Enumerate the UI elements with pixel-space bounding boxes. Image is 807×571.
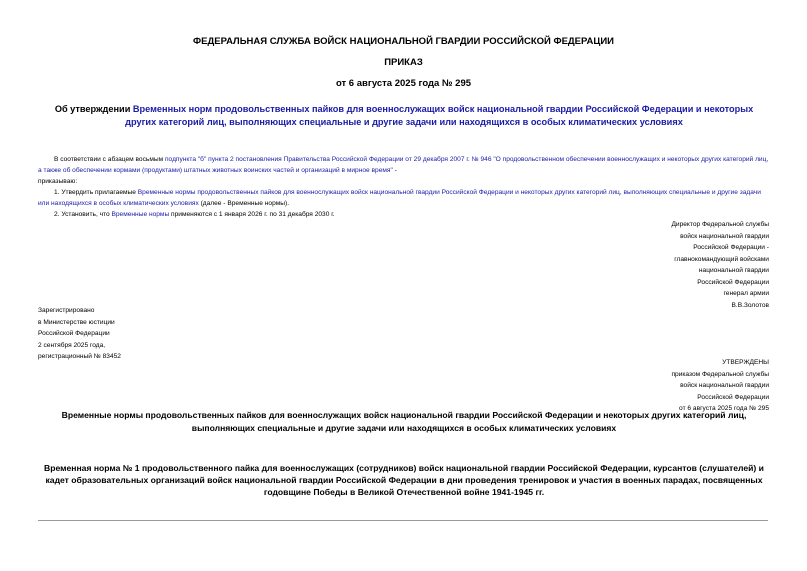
p3-prefix: 1. Утвердить прилагаемые xyxy=(54,189,138,196)
signature-line: национальной гвардии xyxy=(698,267,769,274)
signature-line: генерал армии xyxy=(723,290,769,297)
p4-prefix: 2. Установить, что xyxy=(54,211,112,218)
signature-block xyxy=(509,219,769,311)
signature-line: Российской Федерации - xyxy=(693,244,769,251)
approved-block xyxy=(509,357,769,415)
approved-line: войск национальной гвардии xyxy=(680,382,769,389)
paragraph-order: приказываю: xyxy=(38,178,78,185)
approved-line: приказом Федеральной службы xyxy=(671,370,769,378)
decree-946-link[interactable]: подпункта "б" пункта 2 постановления Правительства Российской Федерации от 29 декабря 2007 г. № 946 "О продовольственном обеспечении военнослужащих и некоторых других категорий лиц, а также об обеспечении кормами (продуктами) штатных животных воинских частей и организаций в мирное время" xyxy=(38,156,769,174)
section-divider xyxy=(38,520,768,521)
subject-heading xyxy=(44,103,764,128)
signature-line: войск национальной гвардии xyxy=(680,232,769,240)
registration-line: Зарегистрировано xyxy=(38,307,95,314)
signature-line: Директор Федеральной службы xyxy=(671,221,769,228)
p1-prefix: В соответствии с абзацем восьмым xyxy=(54,156,165,163)
agency-heading: ФЕДЕРАЛЬНАЯ СЛУЖБА ВОЙСК НАЦИОНАЛЬНОЙ ГВАРДИИ РОССИЙСКОЙ ФЕДЕРАЦИИ xyxy=(193,36,614,47)
approved-date: от 6 августа 2025 года № 295 xyxy=(679,405,769,412)
paragraph-item-1 xyxy=(38,187,770,209)
signature-line: Российской Федерации xyxy=(697,278,769,286)
registration-block xyxy=(38,305,298,363)
registration-line: Российской Федерации xyxy=(38,330,110,337)
approved-heading: УТВЕРЖДЕНЫ xyxy=(722,359,769,366)
subject-prefix: Об утверждении xyxy=(54,104,133,114)
registration-line: в Министерстве юстиции xyxy=(38,318,115,326)
p3-suffix: (далее - Временные нормы). xyxy=(198,200,290,207)
norms-title: Временные нормы продовольственных пайков для военнослужащих войск национальной гвардии Российской Федерации и некоторых других категорий лиц, выполняющих специальные и другие задачи или находящихся в особых климатических условиях xyxy=(61,410,747,433)
p4-suffix: применяются с 1 января 2026 г. по 31 декабря 2030 г. xyxy=(169,211,335,218)
temporary-norms-link[interactable]: Временные нормы продовольственных пайков для военнослужащих войск национальной гвардии Российской Федерации и некоторых других категорий лиц, выполняющих специальные и другие задачи или находящихся в особых климатических условиях xyxy=(38,189,761,207)
approved-line: Российской Федерации xyxy=(697,393,769,401)
subject-link[interactable]: Временных норм продовольственных пайков для военнослужащих войск национальной гвардии Российской Федерации и некоторых других категорий лиц, выполняющих специальные и другие задачи или находящихся в особых климатических условиях xyxy=(125,104,754,127)
registration-number: регистрационный № 83452 xyxy=(38,353,121,360)
doc-date-number: от 6 августа 2025 года № 295 xyxy=(335,78,472,89)
temporary-norms-short-link[interactable]: Временные нормы xyxy=(111,211,170,218)
signature-name: В.В.Золотов xyxy=(731,301,769,309)
paragraph-basis xyxy=(38,154,770,176)
signature-line: главнокомандующий войсками xyxy=(674,255,769,263)
doc-type-heading: ПРИКАЗ xyxy=(384,57,423,68)
p1-suffix: - xyxy=(392,167,397,174)
norm-1-title: Временная норма № 1 продовольственного пайка для военнослужащих (сотрудников) войск национальной гвардии Российской Федерации, курсантов (слушателей) и кадет образовательных организаций войск национальной гвардии Российской Федерации в дни проведения тренировок и участия в военных парадах, посвященных годовщине Победы в Великой Отечественной войне 1941-1945 гг. xyxy=(44,463,764,497)
registration-line: 2 сентября 2025 года, xyxy=(38,341,106,349)
